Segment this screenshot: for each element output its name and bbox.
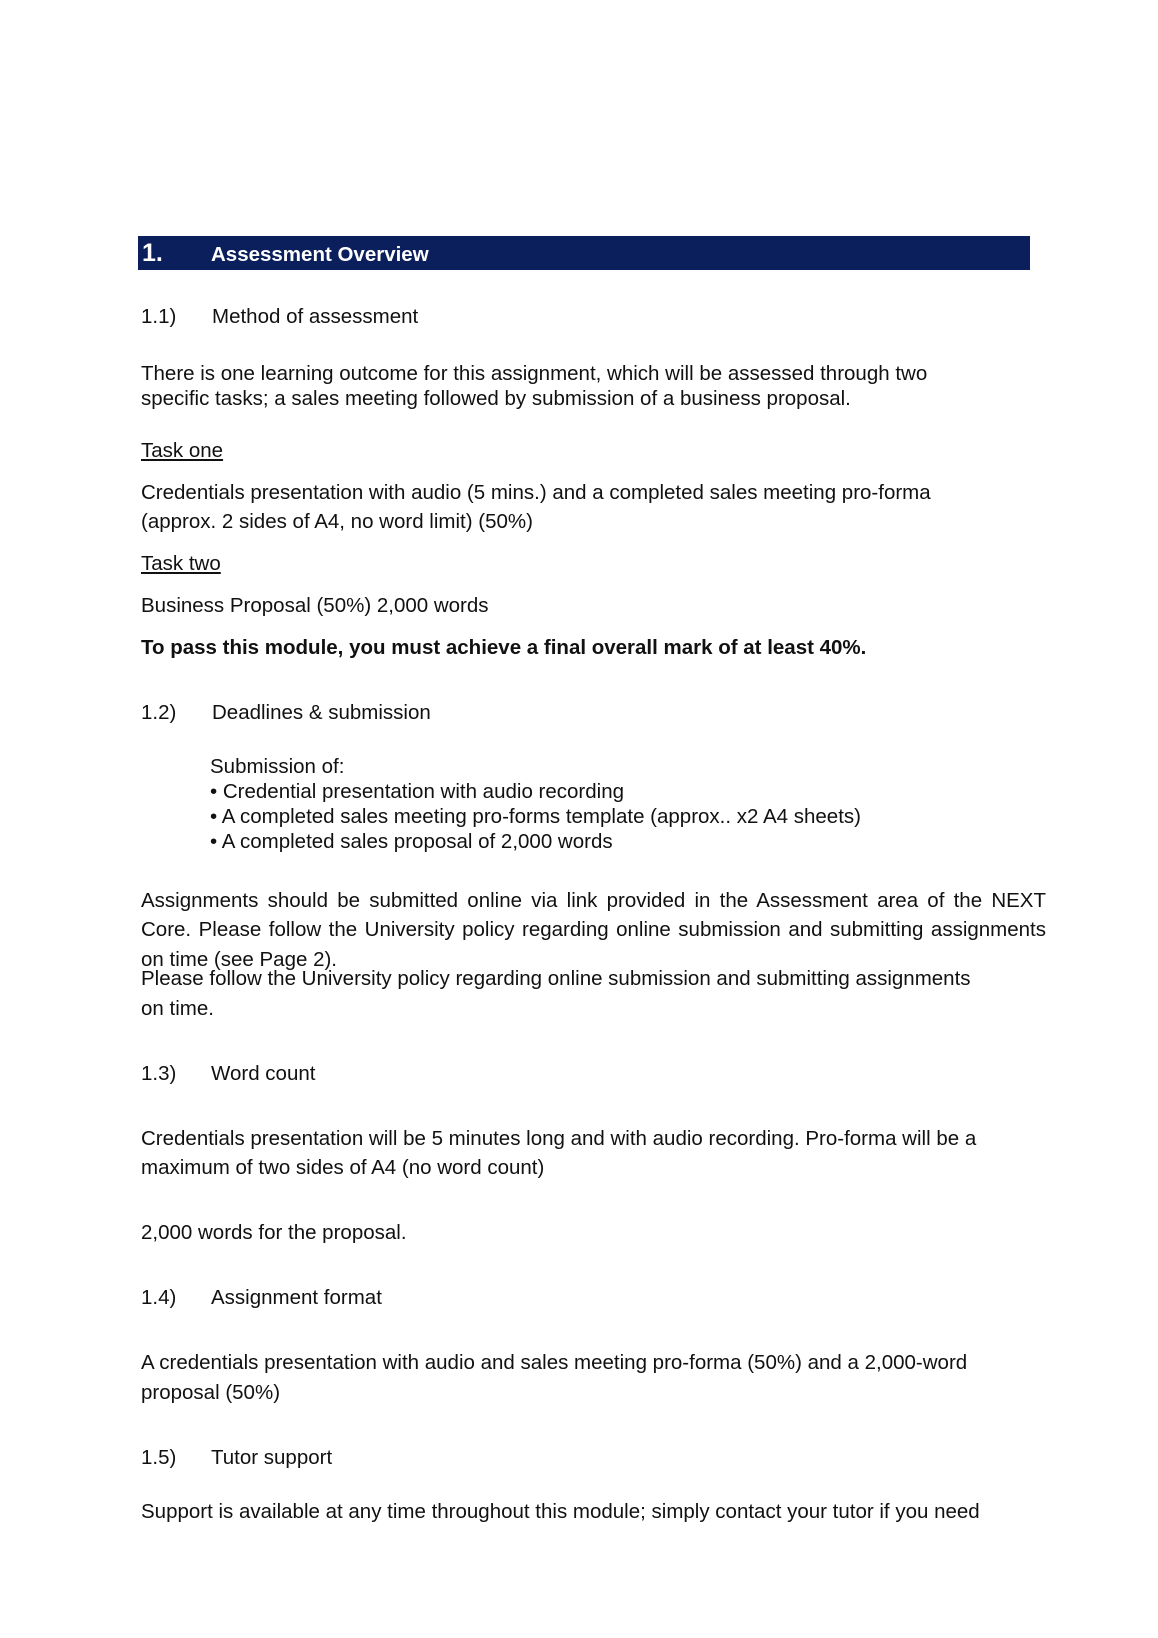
policy-line-2: on time. (141, 997, 214, 1020)
online-submission-paragraph: Assignments should be submitted online via link provided in the Assessment area of the NEXT Core. Please follow the University policy regarding online submission and submitting assignments on time (see Page 2). (141, 888, 1046, 971)
subsection-title: Tutor support (211, 1446, 333, 1469)
format-line-1: A credentials presentation with audio and sales meeting pro-forma (50%) and a 2,000-word (141, 1351, 968, 1374)
subsection-heading-1-3 (141, 1061, 641, 1086)
pass-requirement-note: To pass this module, you must achieve a final overall mark of at least 40%. (141, 636, 867, 659)
section-number: 1. (142, 239, 163, 267)
word-count-line-2: maximum of two sides of A4 (no word count) (141, 1156, 545, 1179)
policy-line-1: Please follow the University policy regarding online submission and submitting assignments (141, 967, 971, 990)
submission-list (210, 754, 861, 854)
intro-line-2: specific tasks; a sales meeting followed by submission of a business proposal. (141, 387, 851, 410)
task-one-line-2: (approx. 2 sides of A4, no word limit) (50%) (141, 510, 533, 533)
task-one-heading: Task one (141, 439, 224, 462)
subsection-heading-1-1 (141, 304, 641, 329)
subsection-number: 1.5) (141, 1446, 177, 1469)
subsection-number: 1.3) (141, 1062, 177, 1085)
intro-line-1: There is one learning outcome for this assignment, which will be assessed through two (141, 362, 928, 385)
word-count-line-3: 2,000 words for the proposal. (141, 1221, 407, 1244)
list-item: • A completed sales meeting pro-forms template (approx.. x2 A4 sheets) (210, 805, 861, 828)
submission-intro: Submission of: (210, 755, 345, 778)
subsection-title: Word count (211, 1062, 316, 1085)
subsection-title: Method of assessment (212, 305, 419, 328)
section-header-bar (138, 236, 1030, 270)
task-one-line-1: Credentials presentation with audio (5 mins.) and a completed sales meeting pro-forma (141, 481, 931, 504)
subsection-heading-1-4 (141, 1285, 641, 1310)
task-two-heading: Task two (141, 552, 221, 575)
subsection-number: 1.1) (141, 305, 177, 328)
subsection-heading-1-5 (141, 1445, 641, 1470)
list-item: • A completed sales proposal of 2,000 words (210, 830, 613, 853)
word-count-line-1: Credentials presentation will be 5 minutes long and with audio recording. Pro-forma will be a (141, 1127, 977, 1150)
subsection-number: 1.2) (141, 701, 177, 724)
subsection-number: 1.4) (141, 1286, 177, 1309)
tutor-support-line-1: Support is available at any time throughout this module; simply contact your tutor if you need (141, 1500, 980, 1523)
subsection-title: Deadlines & submission (212, 701, 431, 724)
task-two-line-1: Business Proposal (50%) 2,000 words (141, 594, 489, 617)
subsection-title: Assignment format (211, 1286, 382, 1309)
list-item: • Credential presentation with audio recording (210, 780, 625, 803)
format-line-2: proposal (50%) (141, 1381, 281, 1404)
subsection-heading-1-2 (141, 700, 641, 725)
section-title: Assessment Overview (211, 243, 429, 266)
